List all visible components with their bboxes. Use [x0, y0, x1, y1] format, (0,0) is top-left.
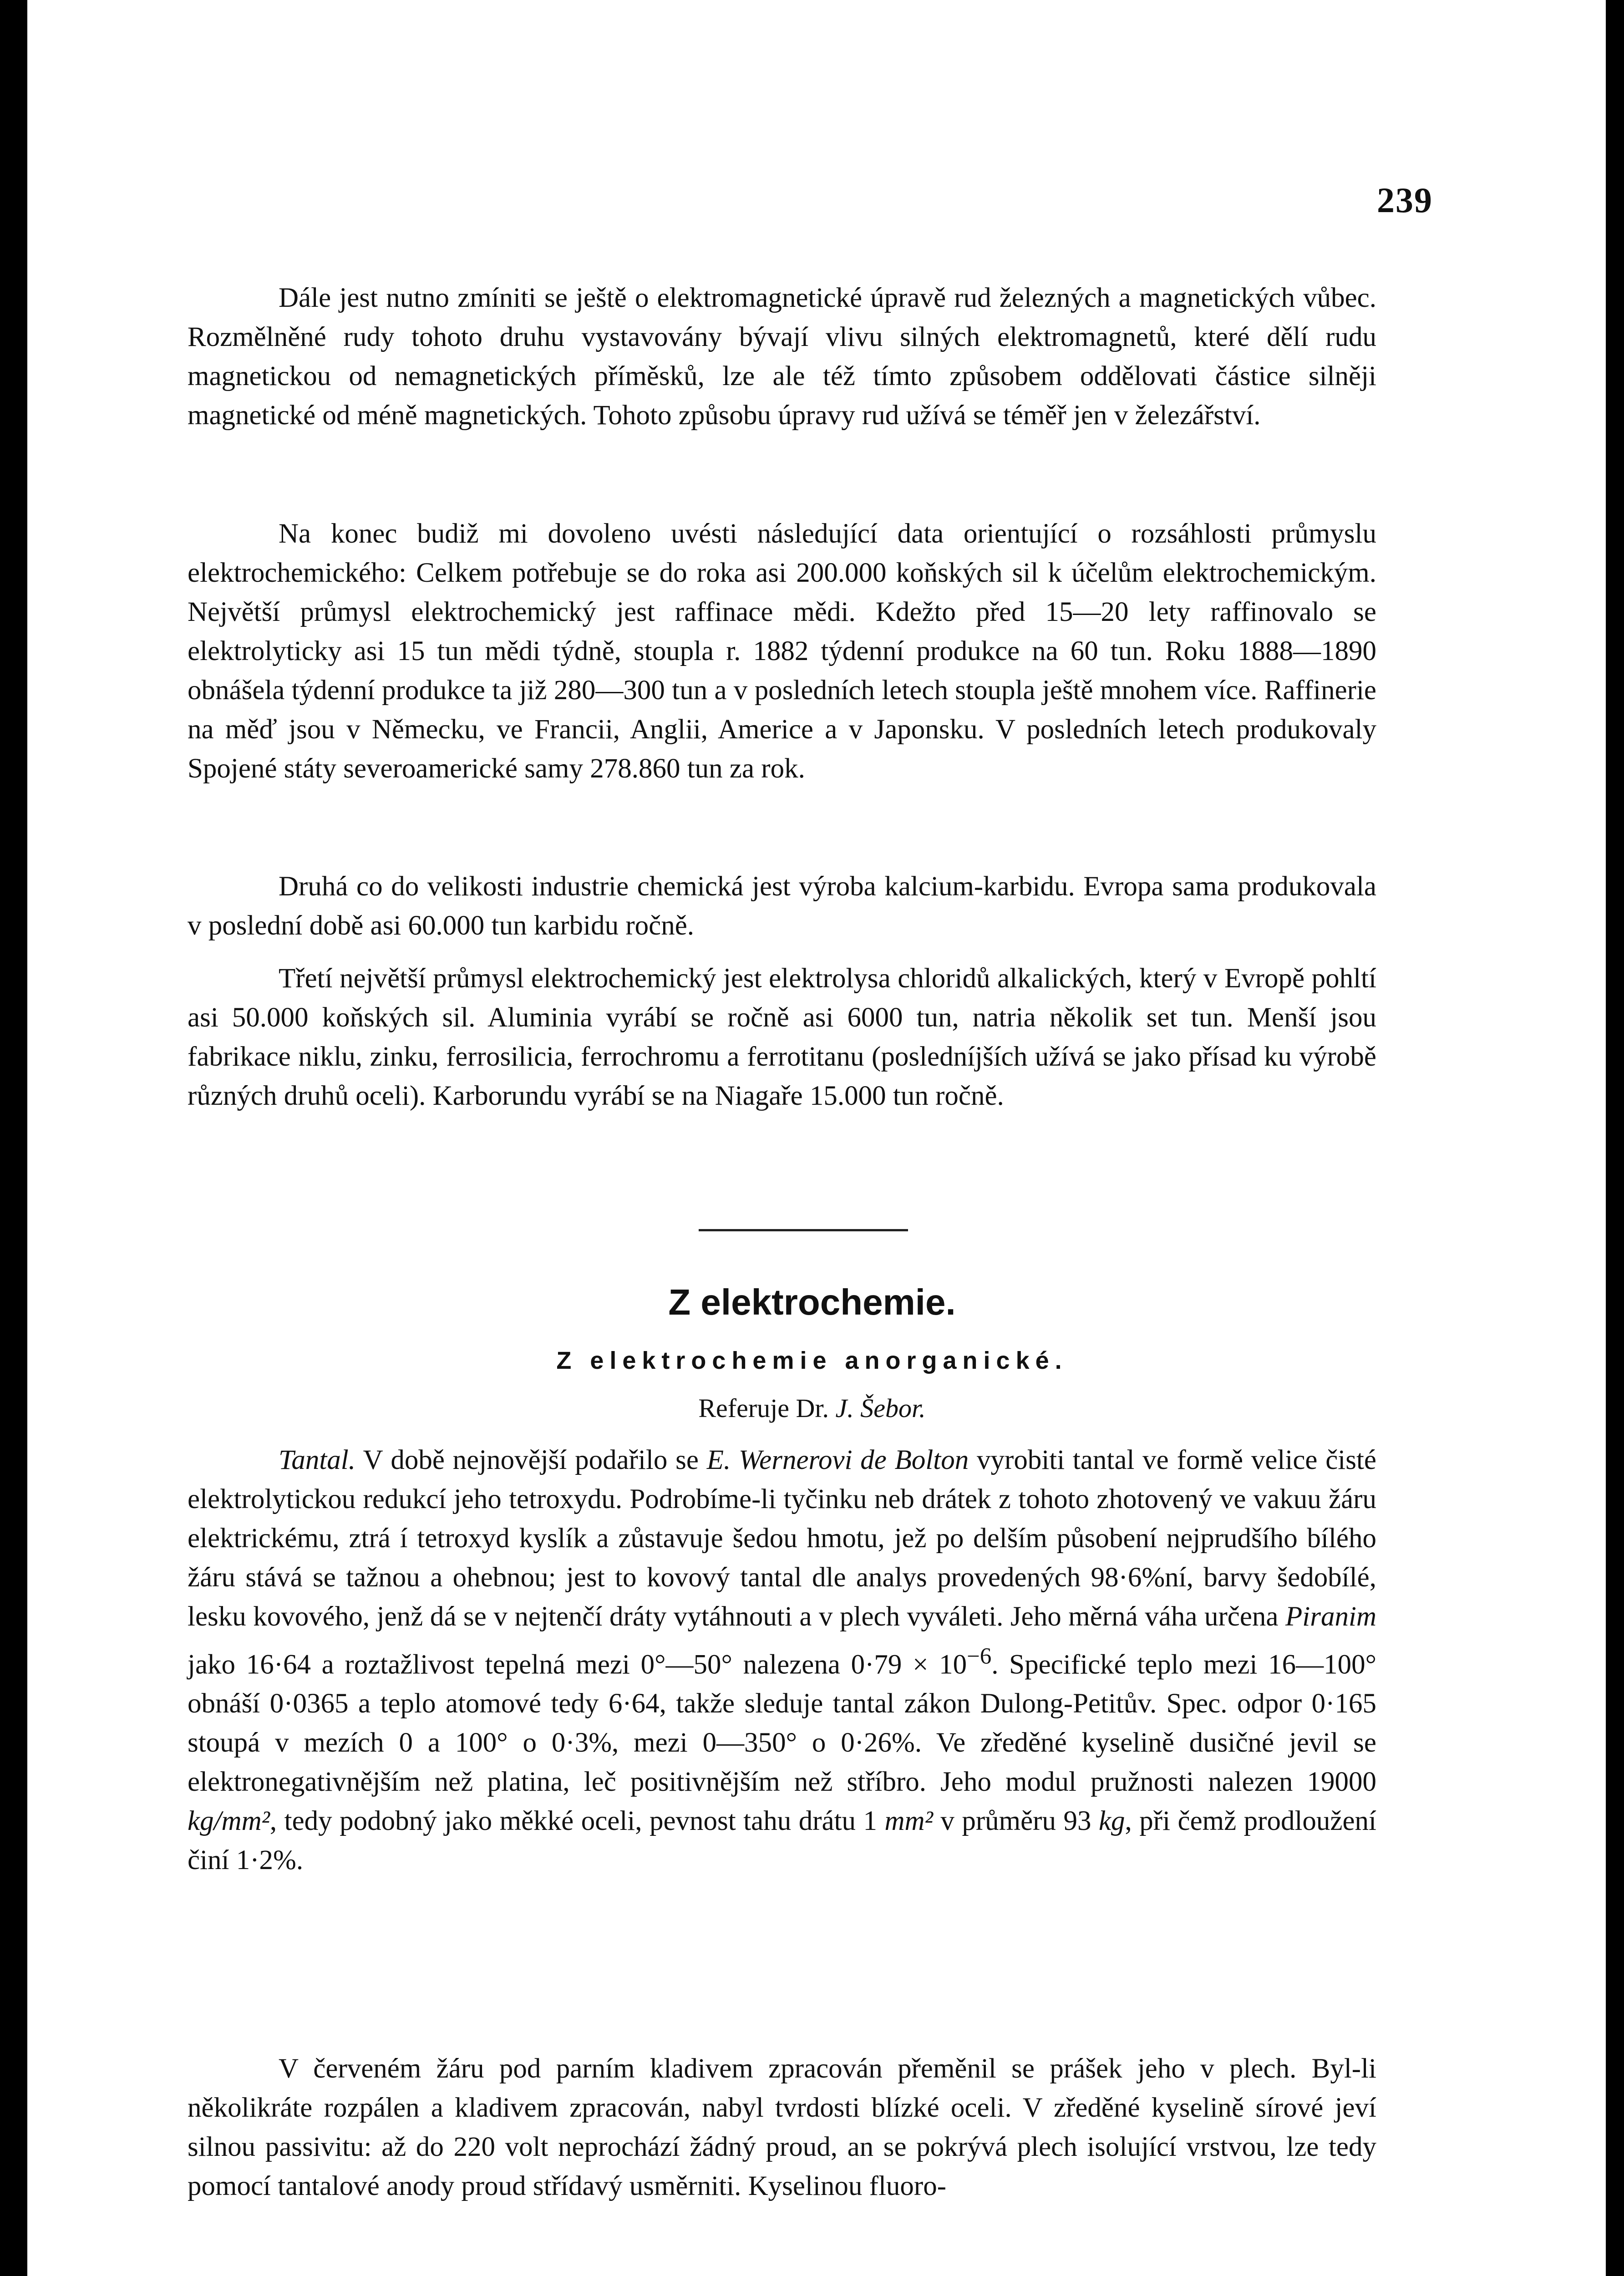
section-title: Z elektrochemie.: [668, 1282, 956, 1322]
tantal-text-4: . Specifické teplo mezi 16—100° obnáší 0·0365 a teplo atomové tedy 6·64, takže sleduje tantal zákon Dulong-Petitův. Spec. odpor 0·165 stoupá v mezích 0 a 100° o 0·3%, mezi 0—350° o 0·26%. Ve zředěné kyselině dusičné jevil se elektronegativnějším než platina, leč positivnějším než stříbro. Jeho modul pružnosti nalezen 19000: [188, 1649, 1377, 1798]
tantal-lead: Tantal.: [279, 1445, 355, 1475]
paragraph-chloride-electrolysis: Třetí největší průmysl elektrochemický jest elektrolysa chloridů alkalických, který v Evropě pohltí asi 50.000 koňských sil. Aluminia vyrábí se ročně asi 6000 tun, natria několik set tun. Menší jsou fabrikace niklu, zinku, ferrosilicia, ferrochromu a ferrotitanu (posledníjších užívá se jako přísad ku výrobě různých druhů oceli). Karborundu vyrábí se na Niagaře 15.000 tun ročně.: [188, 963, 1376, 1111]
paragraph-red-heat: V červeném žáru pod parním kladivem zpracován přeměnil se prášek jeho v plech. Byl-li několikráte rozpálen a kladivem zpracován, nabyl tvrdosti blízké oceli. V zředěné kyselině sírové jeví silnou passivitu: až do 220 volt neprochází žádný proud, an se pokrývá plech isolující vrstvou, lze tedy pomocí tantalové anody proud střídavý usměrniti. Kyselinou fluoro-: [188, 2053, 1376, 2201]
paragraph-magnetic-ore: Dále jest nutno zmíniti se ještě o elektromagnetické úpravě rud železných a magnetických vůbec. Rozmělněné rudy tohoto druhu vystavovány bývají vlivu silných elektromagnetů, které dělí rudu magnetickou od nemagnetických příměsků, lze ale též tímto způsobem oddělovati částice silněji magnetické od méně magnetických. Tohoto způsobu úpravy rud užívá se téměř jen v železářství.: [188, 283, 1376, 431]
person-name: E. Wernerovi de Bolton: [706, 1445, 969, 1475]
paragraph-industry-data: Na konec budiž mi dovoleno uvésti následující data orientující o rozsáhlosti průmyslu elektrochemického: Celkem potřebuje se do roka asi 200.000 koňských sil k účelům elektrochemickým. Největší průmysl elektrochemický jest raffinace mědi. Kdežto před 15—20 lety raffinovalo se elektrolyticky asi 15 tun mědi týdně, stoupla r. 1882 týdenní produkce na 60 tun. Roku 1888—1890 obnášela týdenní produkce ta již 280—300 tun a v posledních letech stoupla ještě mnohem více. Raffinerie na měď jsou v Německu, ve Francii, Anglii, Americe a v Japonsku. V posledních letech produkovaly Spojené státy severoamerické samy 278.860 tun za rok.: [188, 518, 1376, 784]
tantal-text-5: , tedy podobný jako měkké oceli, pevnost tahu drátu 1: [269, 1806, 885, 1837]
unit-kg-mm2: kg/mm²: [188, 1806, 270, 1837]
exponent: −6: [967, 1643, 992, 1669]
paragraph-calcium-carbide: Druhá co do velikosti industrie chemická jest výroba kalcium-karbidu. Evropa sama produkovala v poslední době asi 60.000 tun karbidu ročně.: [188, 871, 1376, 941]
unit-kg: kg: [1098, 1806, 1125, 1837]
method-name: Piranim: [1285, 1601, 1376, 1632]
scan-border-left: [0, 0, 27, 2276]
scan-border-right: [1606, 0, 1624, 2276]
section-subtitle: Z elektrochemie anorganické.: [556, 1347, 1068, 1374]
tantal-text-7: , při čemž prodloužení činí 1·2%.: [188, 1806, 1376, 1876]
referent-label: Referuje Dr.: [698, 1393, 836, 1423]
section-divider: [699, 1229, 908, 1231]
paragraph-tantal: [188, 1441, 1376, 1880]
page-number: 239: [1377, 180, 1433, 220]
tantal-text-1: V době nejnovější podařilo se: [355, 1445, 707, 1475]
tantal-text-2: vyrobiti tantal ve formě velice čisté elektrolytickou redukcí jeho tetroxydu. Podrobíme-li tyčinku neb drátek z tohoto zhotovený ve vakuu žáru elektrickému, ztrá í tetroxyd kyslík a zůstavuje šedou hmotu, jež po delším působení nejprudšího bílého žáru stává se tažnou a ohebnou; jest to kovový tantal dle analys provedených 98·6%ní, barvy šedobílé, lesku kovového, jenž dá se v nejtenčí dráty vytáhnouti a v plech vyváleti. Jeho měrná váha určena: [188, 1445, 1376, 1632]
referent-line: [0, 1393, 1624, 1423]
referent-name: J. Šebor.: [835, 1393, 926, 1423]
tantal-text-3: jako 16·64 a roztažlivost tepelná mezi 0°—50° nalezena 0·79 × 10: [188, 1649, 967, 1680]
tantal-text-6: v průměru 93: [933, 1806, 1099, 1837]
unit-mm2: mm²: [884, 1806, 933, 1837]
